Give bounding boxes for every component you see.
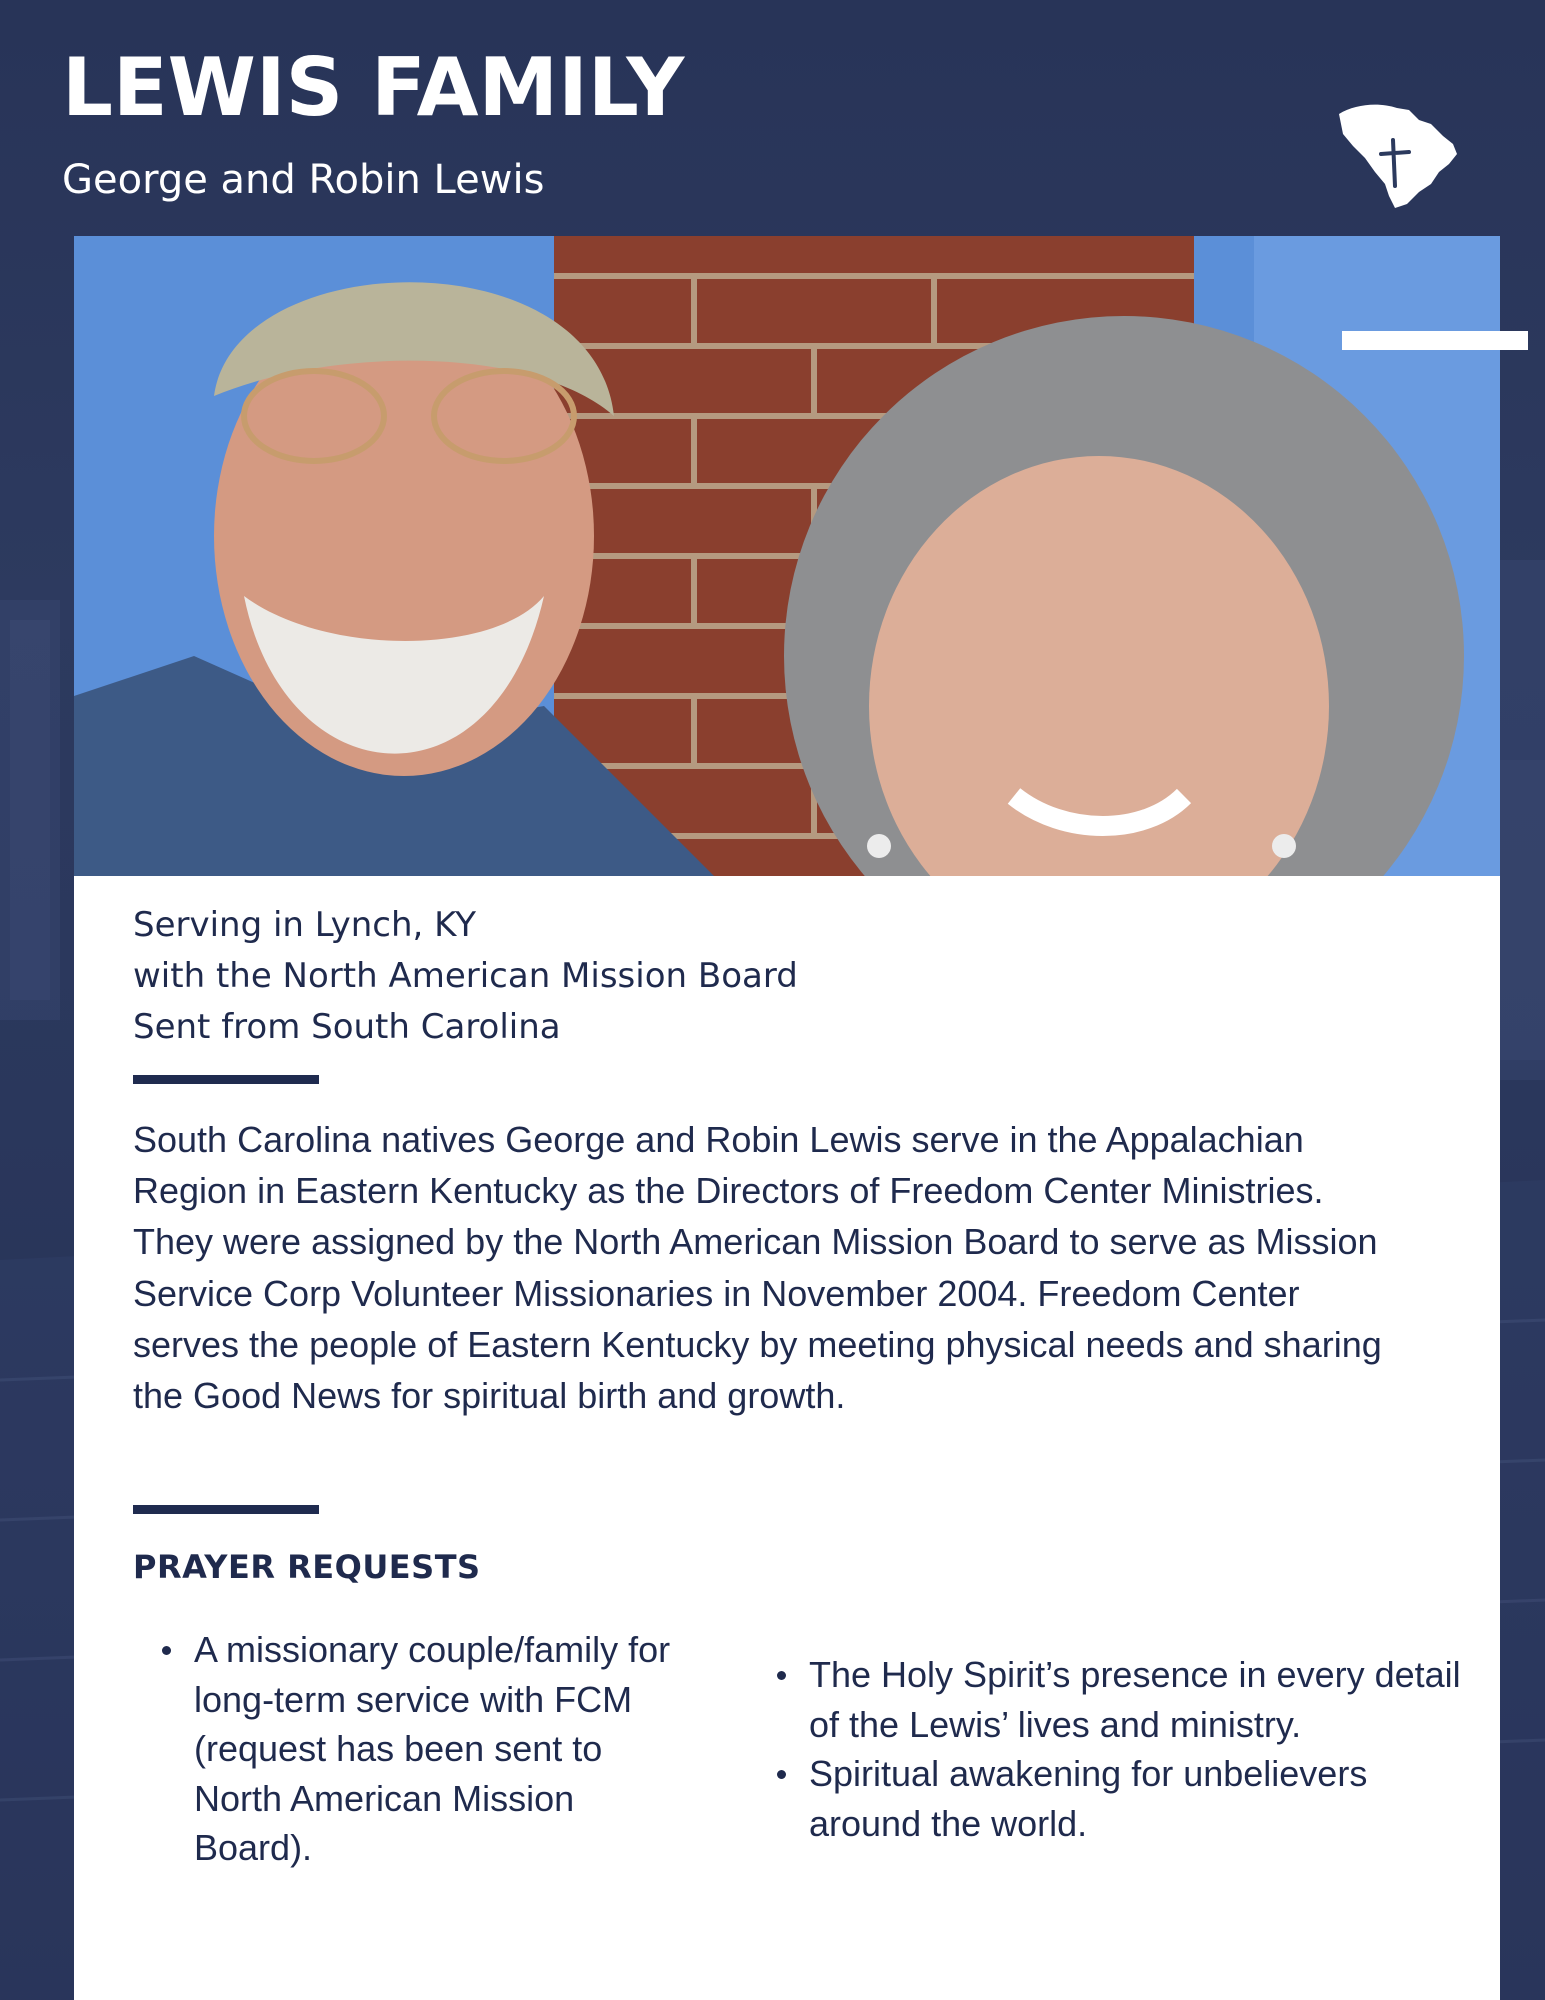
couple-photo [74, 236, 1500, 876]
list-item: The Holy Spirit’s presence in every detail of the Lewis’ lives and ministry. [773, 1650, 1463, 1749]
south-carolina-cross-icon [1335, 100, 1460, 210]
page-subtitle: George and Robin Lewis [62, 157, 545, 203]
section-divider [133, 1505, 319, 1514]
prayer-list-right [773, 1650, 1463, 1848]
serving-location: Serving in Lynch, KY [133, 905, 476, 945]
sending-state: Sent from South Carolina [133, 1007, 561, 1047]
accent-bar [1342, 331, 1528, 350]
serving-info [133, 900, 798, 1053]
serving-organization: with the North American Mission Board [133, 956, 798, 996]
page-title: LEWIS FAMILY [62, 41, 685, 134]
prayer-requests-heading: PRAYER REQUESTS [133, 1548, 481, 1586]
bio-paragraph: South Carolina natives George and Robin Lewis serve in the Appalachian Region in Eastern Kentucky as the Directors of Freedom Center Ministries. They were assigned by the North American Mission Board to serve as Mission Service Corp Volunteer Missionaries in November 2004. Freedom Center serves the people of Eastern Kentucky by meeting physical needs and sharing the Good News for spiritual birth and growth. [133, 1119, 1382, 1417]
section-divider [133, 1075, 319, 1084]
list-item: A missionary couple/family for long-term service with FCM (request has been sent to North American Mission Board). [158, 1625, 698, 1873]
list-item: Spiritual awakening for unbelievers around the world. [773, 1749, 1463, 1848]
prayer-list-left [158, 1625, 698, 1873]
